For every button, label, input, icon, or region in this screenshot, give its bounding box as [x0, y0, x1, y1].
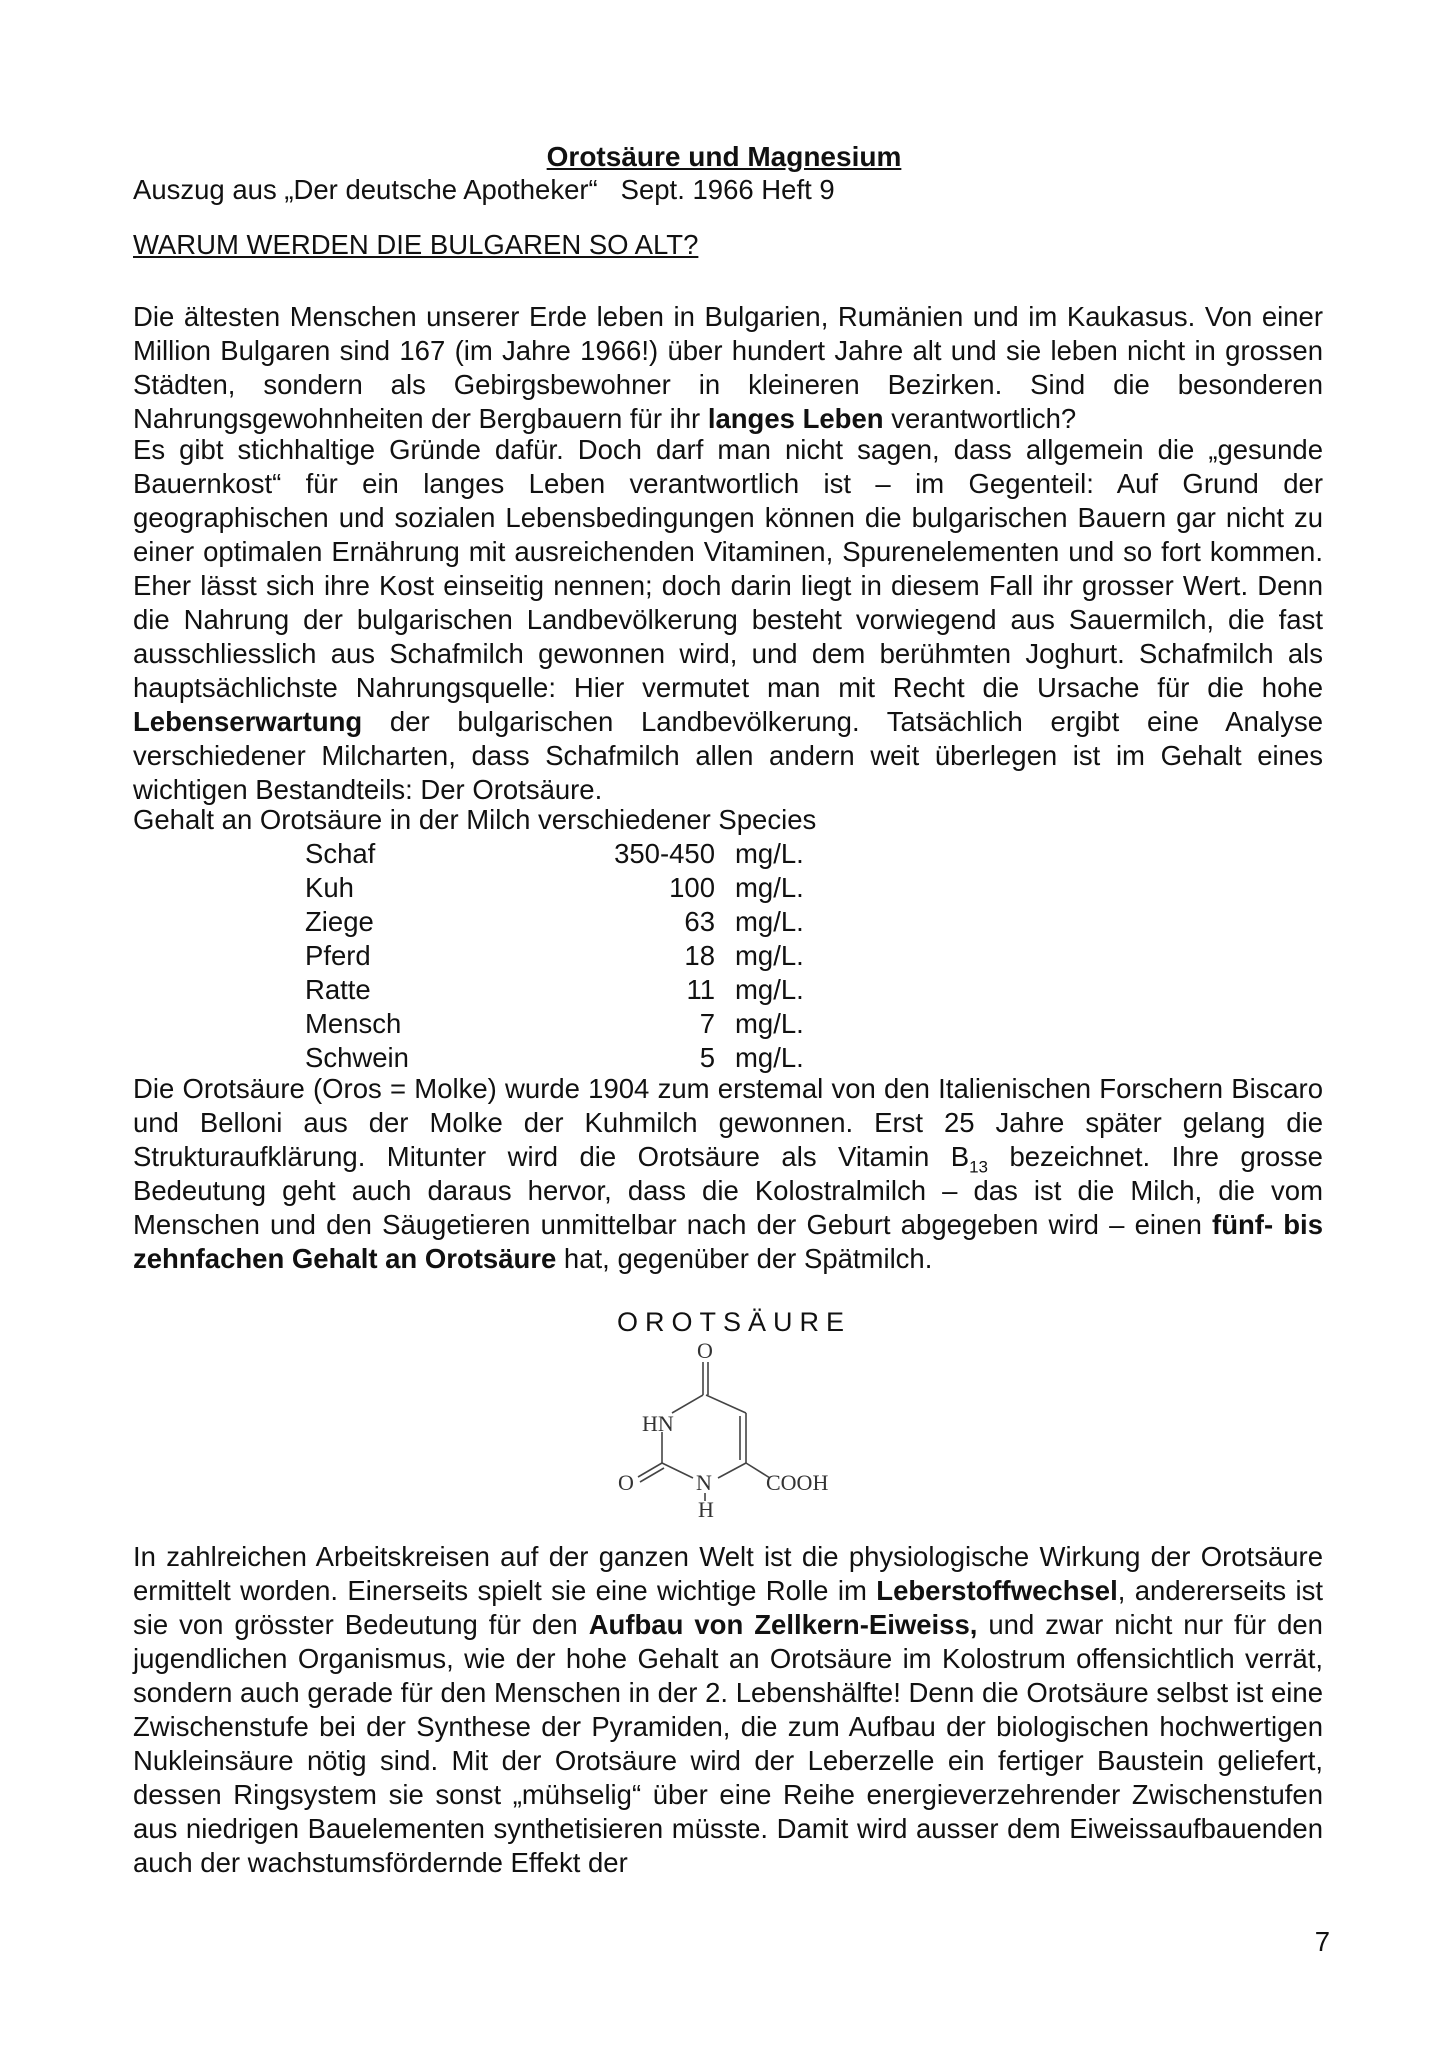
paragraph-1-text-a: Die ältesten Menschen unserer Erde leben in Bulgarien, Rumänien und im Kaukasus. Von einer Million Bulgaren sind 167 (im Jahre 1966!) über hundert Jahre alt und sie leben nicht in grossen Städten, sondern als Gebirgsbewohner in kleineren Bezirken. Sind die besonderen Nahrungsgewohnheiten der Bergbauern für ihr	[133, 301, 1323, 434]
species-name: Mensch	[305, 1008, 402, 1039]
formula-title: OROTSÄURE	[616, 1307, 852, 1337]
species-name: Pferd	[305, 940, 371, 971]
table-row	[305, 1007, 835, 1041]
value-unit: mg/L.	[735, 906, 804, 937]
species-name: Kuh	[305, 872, 354, 903]
paragraph-2-bold: Lebenserwartung	[133, 706, 363, 737]
species-table	[305, 837, 835, 1075]
paragraph-4-text-b: , andererseits ist sie von grösster Bedeutung für den	[133, 1575, 1323, 1640]
page-number: 7	[1314, 1926, 1330, 1957]
vitamin-subscript: 13	[969, 1157, 988, 1177]
table-caption: Gehalt an Orotsäure in der Milch verschiedener Species	[133, 804, 817, 835]
paragraph-3-bold: fünf- bis zehnfachen Gehalt an Orotsäure	[133, 1209, 1323, 1274]
value-unit: mg/L.	[735, 1008, 804, 1039]
paragraph-1	[133, 300, 1323, 436]
value-unit: mg/L.	[735, 838, 804, 869]
paragraph-4-bold-2: Aufbau von Zellkern-Eiweiss,	[588, 1609, 978, 1640]
paragraph-1-text-b: verantwortlich?	[883, 403, 1077, 434]
formula-label-o-left: O	[618, 1470, 634, 1495]
paragraph-4-text-a: In zahlreichen Arbeitskreisen auf der ganzen Welt ist die physiologische Wirkung der Orotsäure ermittelt worden. Einerseits spielt sie eine wichtige Rolle im	[133, 1541, 1323, 1606]
orotic-acid-value: 100	[669, 872, 715, 903]
orotic-acid-value: 63	[684, 906, 715, 937]
value-unit: mg/L.	[735, 872, 804, 903]
value-unit: mg/L.	[735, 974, 804, 1005]
formula-label-hn: HN	[642, 1411, 674, 1436]
paragraph-4-text-c: und zwar nicht nur für den jugendlichen Organismus, wie der hohe Gehalt an Orotsäure im Kolostrum offensichtlich verrät, sondern auch gerade für den Menschen in der 2. Lebenshälfte! Denn die Orotsäure selbst ist eine Zwischenstufe bei der Synthese der Pyramiden, die zum Aufbau der biologischen hochwertigen Nukleinsäure nötig sind. Mit der Orotsäure wird der Leberzelle ein fertiger Baustein geliefert, dessen Ringsystem sie sonst „mühselig“ über eine Reihe energieverzehrender Zwischenstufen aus niedrigen Bauelementen synthetisieren müsste. Damit wird ausser dem Eiweissaufbauenden auch der wachstumsfördernde Effekt der	[133, 1609, 1323, 1878]
formula-label-o-top: O	[697, 1338, 713, 1363]
table-row	[305, 837, 835, 871]
table-row	[305, 939, 835, 973]
paragraph-2-text-b: der bulgarischen Landbevölkerung. Tatsächlich ergibt eine Analyse verschiedener Milcharten, dass Schafmilch allen andern weit überlegen ist im Gehalt eines wichtigen Bestandteils: Der Orotsäure.	[133, 706, 1323, 805]
value-unit: mg/L.	[735, 1042, 804, 1073]
source-citation: Auszug aus „Der deutsche Apotheker“ Sept. 1966 Heft 9	[133, 174, 835, 205]
formula-label-h: H	[698, 1497, 714, 1520]
orotic-acid-value: 11	[686, 974, 715, 1005]
orotic-acid-value: 350-450	[614, 838, 715, 869]
species-name: Ziege	[305, 906, 374, 937]
orotic-acid-value: 5	[699, 1042, 715, 1073]
formula-label-cooh: COOH	[766, 1470, 829, 1495]
paragraph-3-text-c: hat, gegenüber der Spätmilch.	[556, 1243, 933, 1274]
table-row	[305, 871, 835, 905]
paragraph-4-bold-1: Leberstoffwechsel	[876, 1575, 1118, 1606]
paragraph-2-text-a: Es gibt stichhaltige Gründe dafür. Doch darf man nicht sagen, dass allgemein die „gesunde Bauernkost“ für ein langes Leben verantwortlich ist – im Gegenteil: Auf Grund der geographischen und sozialen Lebensbedingungen können die bulgarischen Bauern gar nicht zu einer optimalen Ernährung mit ausreichenden Vitaminen, Spurenelementen und so fort kommen. Eher lässt sich ihre Kost einseitig nennen; doch darin liegt in diesem Fall ihr grosser Wert. Denn die Nahrung der bulgarischen Landbevölkerung besteht vorwiegend aus Sauermilch, die fast ausschliesslich aus Schafmilch gewonnen wird, und dem berühmten Joghurt. Schafmilch als hauptsächlichste Nahrungsquelle: Hier vermutet man mit Recht die Ursache für die hohe	[133, 434, 1323, 703]
paragraph-3-text-b: bezeichnet. Ihre grosse Bedeutung geht auch daraus hervor, dass die Kolostralmilch – das ist die Milch, die vom Menschen und den Säugetieren unmittelbar nach der Geburt abgegeben wird – einen	[133, 1141, 1323, 1240]
table-row	[305, 973, 835, 1007]
species-name: Schaf	[305, 838, 376, 869]
section-heading: WARUM WERDEN DIE BULGAREN SO ALT?	[133, 229, 699, 260]
paragraph-3	[133, 1072, 1323, 1276]
orotic-acid-value: 7	[699, 1008, 715, 1039]
formula-label-n: N	[696, 1470, 712, 1495]
species-name: Schwein	[305, 1042, 409, 1073]
table-row	[305, 1041, 835, 1075]
paragraph-4	[133, 1540, 1323, 1880]
paragraph-3-text-a: Die Orotsäure (Oros = Molke) wurde 1904 zum erstemal von den Italienischen Forschern Biscaro und Belloni aus der Molke der Kuhmilch gewonnen. Erst 25 Jahre später gelang die Strukturaufklärung. Mitunter wird die Orotsäure als Vitamin B	[133, 1073, 1323, 1172]
paragraph-1-bold: langes Leben	[707, 403, 884, 434]
orotic-acid-structure	[610, 1335, 850, 1520]
document-title: Orotsäure und Magnesium	[546, 141, 902, 172]
paragraph-2	[133, 433, 1323, 807]
value-unit: mg/L.	[735, 940, 804, 971]
table-row	[305, 905, 835, 939]
orotic-acid-value: 18	[684, 940, 715, 971]
species-name: Ratte	[305, 974, 371, 1005]
